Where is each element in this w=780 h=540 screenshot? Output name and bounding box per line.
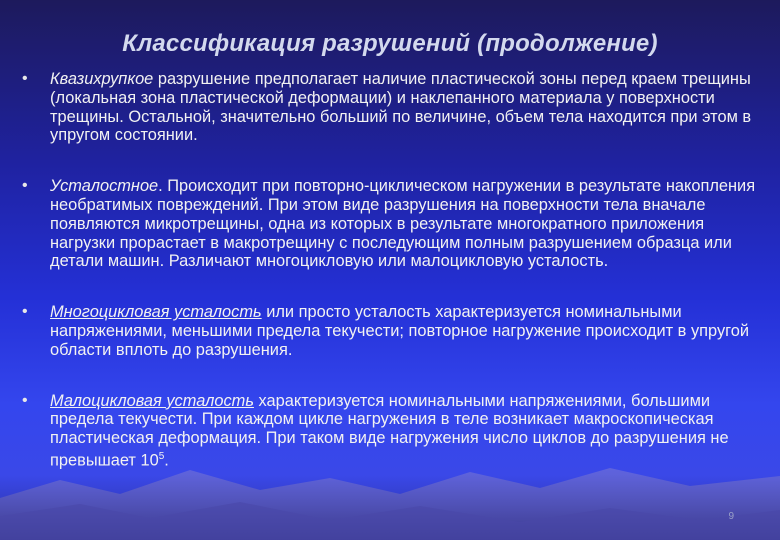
item-text-tail: . — [164, 451, 169, 470]
bullet-icon: • — [22, 391, 28, 409]
bullet-list — [22, 70, 762, 470]
list-item — [22, 177, 762, 271]
item-text: разрушение предполагает наличие пластической зоны перед краем трещины (локальная зона пластической деформации) и наклепанного материала у поверхности трещины. Остальной, значительно больший по величине, объем тела находится при этом в упругом состоянии. — [50, 70, 752, 145]
bullet-icon: • — [22, 303, 28, 321]
page-number: 9 — [728, 511, 734, 522]
term-label: Усталостное — [50, 177, 159, 196]
term-label: Квазихрупкое — [50, 70, 154, 88]
term-label: Многоцикловая усталость — [50, 303, 262, 322]
list-item — [22, 392, 762, 471]
item-text: или просто усталость характеризуется номинальными напряжениями, меньшими предела текучести; повторное нагружение происходит в упругой области вплоть до разрушения. — [50, 303, 750, 359]
bullet-icon: • — [22, 70, 28, 87]
list-item — [22, 70, 762, 145]
term-label: Малоцикловая усталость — [50, 391, 254, 410]
bullet-icon: • — [22, 177, 28, 195]
slide-title: Классификация разрушений (продолжение) — [122, 30, 658, 57]
item-text: характеризуется номинальными напряжениями, большими предела текучести. При каждом цикле нагружения в теле возникает макроскопическая пластическая деформация. При таком виде нагружения число циклов до разрушения не превышает 10 — [50, 391, 729, 470]
exponent: 5 — [158, 450, 165, 462]
list-item — [22, 303, 762, 359]
item-text: . Происходит при повторно-циклическом нагружении в результате накопления необратимых повреждений. При этом виде разрушения на поверхности тела вначале появляются микротрещины, одна из которых в результате многократного приложения нагрузки прорастает в макротрещину с последующим полным разрушением образца или детали машин. Различают многоцикловую или малоцикловую усталость. — [50, 177, 756, 271]
